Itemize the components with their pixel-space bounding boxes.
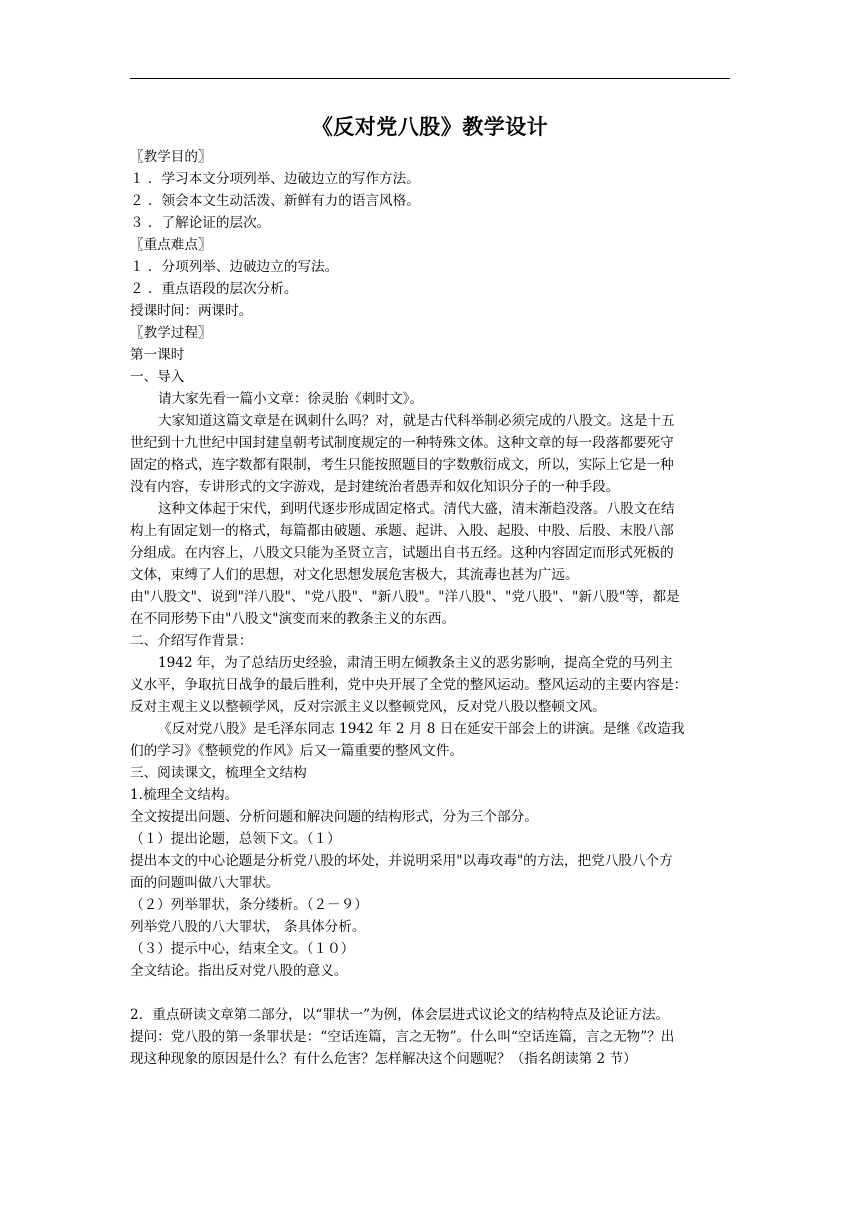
text-line: 1.梳理全文结构。 <box>130 787 239 803</box>
text-line: 由"八股文"、说到"洋八股"、"党八股"、"新八股"。"洋八股"、"党八股"、"新八股"等，都是 <box>130 589 680 605</box>
text-line: １ ．分项列举、边破边立的写法。 <box>130 259 339 275</box>
text-line: 没有内容，专讲形式的文字游戏，是封建统治者愚弄和奴化知识分子的一种手段。 <box>130 479 620 495</box>
text-line: 〖教学过程〗 <box>130 325 212 341</box>
text-line: 反对主观主义以整顿学风，反对宗派主义以整顿党风，反对党八股以整顿文风。 <box>130 699 606 715</box>
text-line: 第一课时 <box>130 347 185 363</box>
text-line: 全文结论。指出反对党八股的意义。 <box>130 963 348 979</box>
text-line: 一、导入 <box>130 369 185 385</box>
text-line: 大家知道这篇文章是在讽刺什么吗？对，就是古代科举制必须完成的八股文。这是十五 <box>158 413 675 429</box>
text-line: １ ．学习本文分项列举、边破边立的写作方法。 <box>130 171 420 187</box>
text-line: 1942 年，为了总结历史经验，肃清王明左倾教条主义的恶劣影响，提高全党的马列主 <box>158 655 673 671</box>
text-line: 这种文体起于宋代，到明代逐步形成固定格式。清代大盛，清末渐趋没落。八股文在结 <box>158 501 675 517</box>
text-line: 授课时间：两课时。 <box>130 303 253 319</box>
text-line: ３ ．了解论证的层次。 <box>130 215 271 231</box>
text-line: （１）提出论题，总领下文。（１） <box>130 831 341 847</box>
text-line: 文体，束缚了人们的思想，对文化思想发展危害极大，其流毒也甚为广远。 <box>130 567 579 583</box>
blank-line <box>130 982 730 1004</box>
text-line: 〖教学目的〗 <box>130 149 212 165</box>
text-line: 分组成。在内容上，八股文只能为圣贤立言，试题出自书五经。这种内容固定而形式死板的 <box>130 545 674 561</box>
text-line: （２）列举罪状，条分缕析。（２－９） <box>130 897 368 913</box>
text-line: 〖重点难点〗 <box>130 237 212 253</box>
text-line: 列举党八股的八大罪状， 条具体分析。 <box>130 919 366 935</box>
text-line: 《反对党八股》是毛泽东同志 1942 年 2 月 8 日在延安干部会上的讲演。是继《改造我 <box>158 721 685 737</box>
document-body <box>130 146 730 1070</box>
text-line: 提问：党八股的第一条罪状是：“空话连篇，言之无物”。什么叫“空话连篇，言之无物”？出 <box>130 1029 675 1045</box>
text-line: 面的问题叫做八大罪状。 <box>130 875 280 891</box>
text-line: 提出本文的中心论题是分析党八股的坏处，并说明采用"以毒攻毒"的方法，把党八股八个方 <box>130 853 673 869</box>
text-line: 请大家先看一篇小文章：徐灵胎《刺时文》。 <box>158 391 424 407</box>
text-line: 在不同形势下由"八股文"演变而来的教条主义的东西。 <box>130 611 456 627</box>
text-line: 固定的格式，连字数都有限制，考生只能按照题目的字数敷衍成文，所以，实际上它是一种 <box>130 457 674 473</box>
text-line: 义水平，争取抗日战争的最后胜利，党中央开展了全党的整风运动。整风运动的主要内容是： <box>130 677 688 693</box>
document-title: 《反对党八股》教学设计 <box>311 115 549 139</box>
text-line: 现这种现象的原因是什么？有什么危害？怎样解决这个问题呢？（指名朗读第 2 节） <box>130 1051 637 1067</box>
text-line: （３）提示中心，结束全文。（１０） <box>130 941 355 957</box>
text-line: 三、阅读课文，梳理全文结构 <box>130 765 307 781</box>
text-line: 构上有固定划一的格式，每篇都由破题、承题、起讲、入股、起股、中股、后股、末股八部 <box>130 523 674 539</box>
text-line: 世纪到十九世纪中国封建皇朝考试制度规定的一种特殊文体。这种文章的每一段落都要死守 <box>130 435 674 451</box>
text-line: 二、介绍写作背景： <box>130 633 253 649</box>
text-line: 们的学习》《整顿党的作风》后又一篇重要的整风文件。 <box>130 743 464 759</box>
text-line: 全文按提出问题、分析问题和解决问题的结构形式，分为三个部分。 <box>130 809 538 825</box>
text-line: 2．重点研读文章第二部分，以“罪状一”为例，体会层进式议论文的结构特点及论证方法。 <box>130 1007 670 1023</box>
header-rule <box>130 78 730 79</box>
text-line: ２ ．领会本文生动活泼、新鲜有力的语言风格。 <box>130 193 420 209</box>
text-line: ２ ．重点语段的层次分析。 <box>130 281 298 297</box>
